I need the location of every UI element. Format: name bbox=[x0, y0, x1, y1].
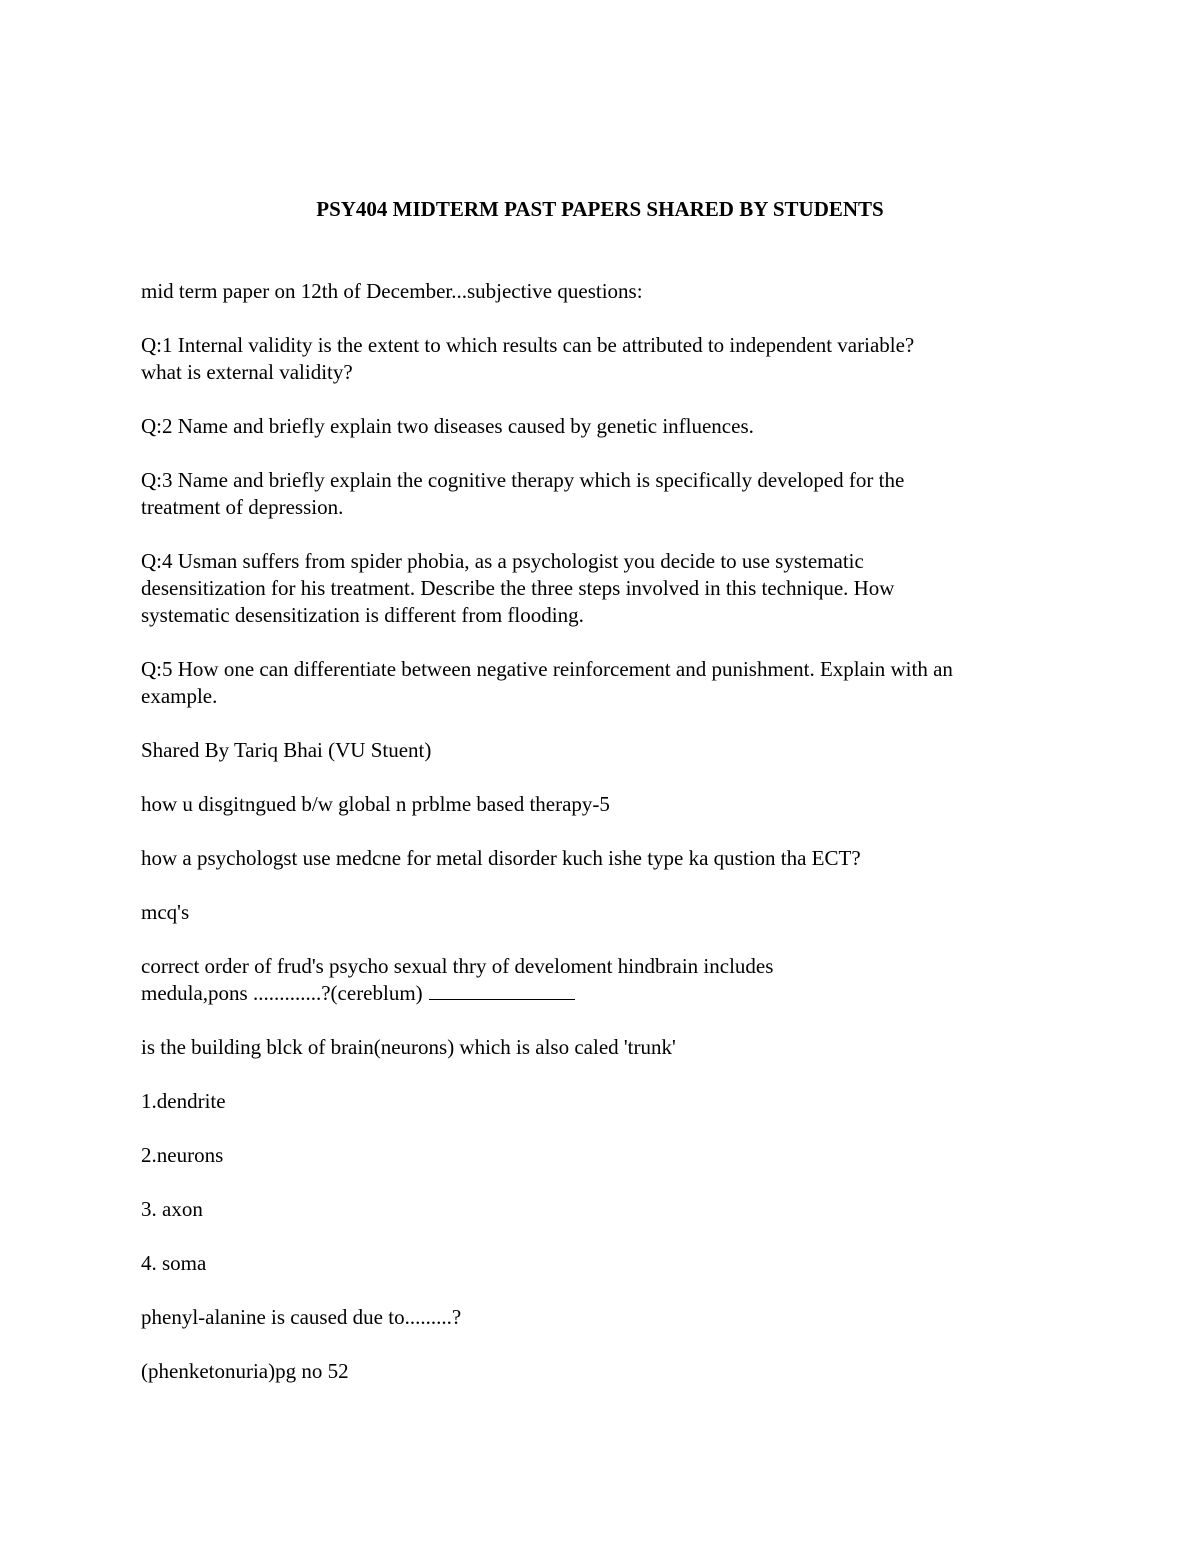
student-question-2: how a psychologst use medcne for metal disorder kuch ishe type ka qustion tha ECT? bbox=[141, 846, 861, 870]
option-2: 2.neurons bbox=[141, 1143, 224, 1167]
question-2: Q:2 Name and briefly explain two diseases caused by genetic influences. bbox=[141, 414, 754, 438]
mcq-freud-hindbrain bbox=[141, 953, 1071, 1007]
question-4: Q:4 Usman suffers from spider phobia, as a psychologist you decide to use systematic desensitization for his treatment. Describe the three steps involved in this technique. How systematic desensitization is different from flooding. bbox=[141, 549, 895, 627]
answer-blank-line bbox=[429, 981, 575, 1000]
mcq-phenylalanine-answer: (phenketonuria)pg no 52 bbox=[141, 1359, 349, 1383]
question-3: Q:3 Name and briefly explain the cognitive therapy which is specifically developed for the treatment of depression. bbox=[141, 468, 905, 519]
document-title: PSY404 MIDTERM PAST PAPERS SHARED BY STUDENTS bbox=[316, 197, 884, 221]
question-1: Q:1 Internal validity is the extent to which results can be attributed to independent variable? what is external validity? bbox=[141, 333, 915, 384]
option-3: 3. axon bbox=[141, 1197, 203, 1221]
mcq-building-block: is the building blck of brain(neurons) which is also caled 'trunk' bbox=[141, 1035, 676, 1059]
student-question-1: how u disgitngued b/w global n prblme based therapy-5 bbox=[141, 792, 610, 816]
exam-intro: mid term paper on 12th of December...subjective questions: bbox=[141, 279, 643, 303]
mcq-freud-hindbrain-text: correct order of frud's psycho sexual thry of develoment hindbrain includes medula,pons .............?(cereblum) bbox=[141, 954, 774, 1005]
mcq-phenylalanine: phenyl-alanine is caused due to.........? bbox=[141, 1305, 462, 1329]
option-1: 1.dendrite bbox=[141, 1089, 226, 1113]
mcqs-heading: mcq's bbox=[141, 900, 190, 924]
question-5: Q:5 How one can differentiate between negative reinforcement and punishment. Explain with an example. bbox=[141, 657, 953, 708]
shared-by-line: Shared By Tariq Bhai (VU Stuent) bbox=[141, 738, 432, 762]
document-body bbox=[141, 278, 1071, 1412]
option-4: 4. soma bbox=[141, 1251, 207, 1275]
